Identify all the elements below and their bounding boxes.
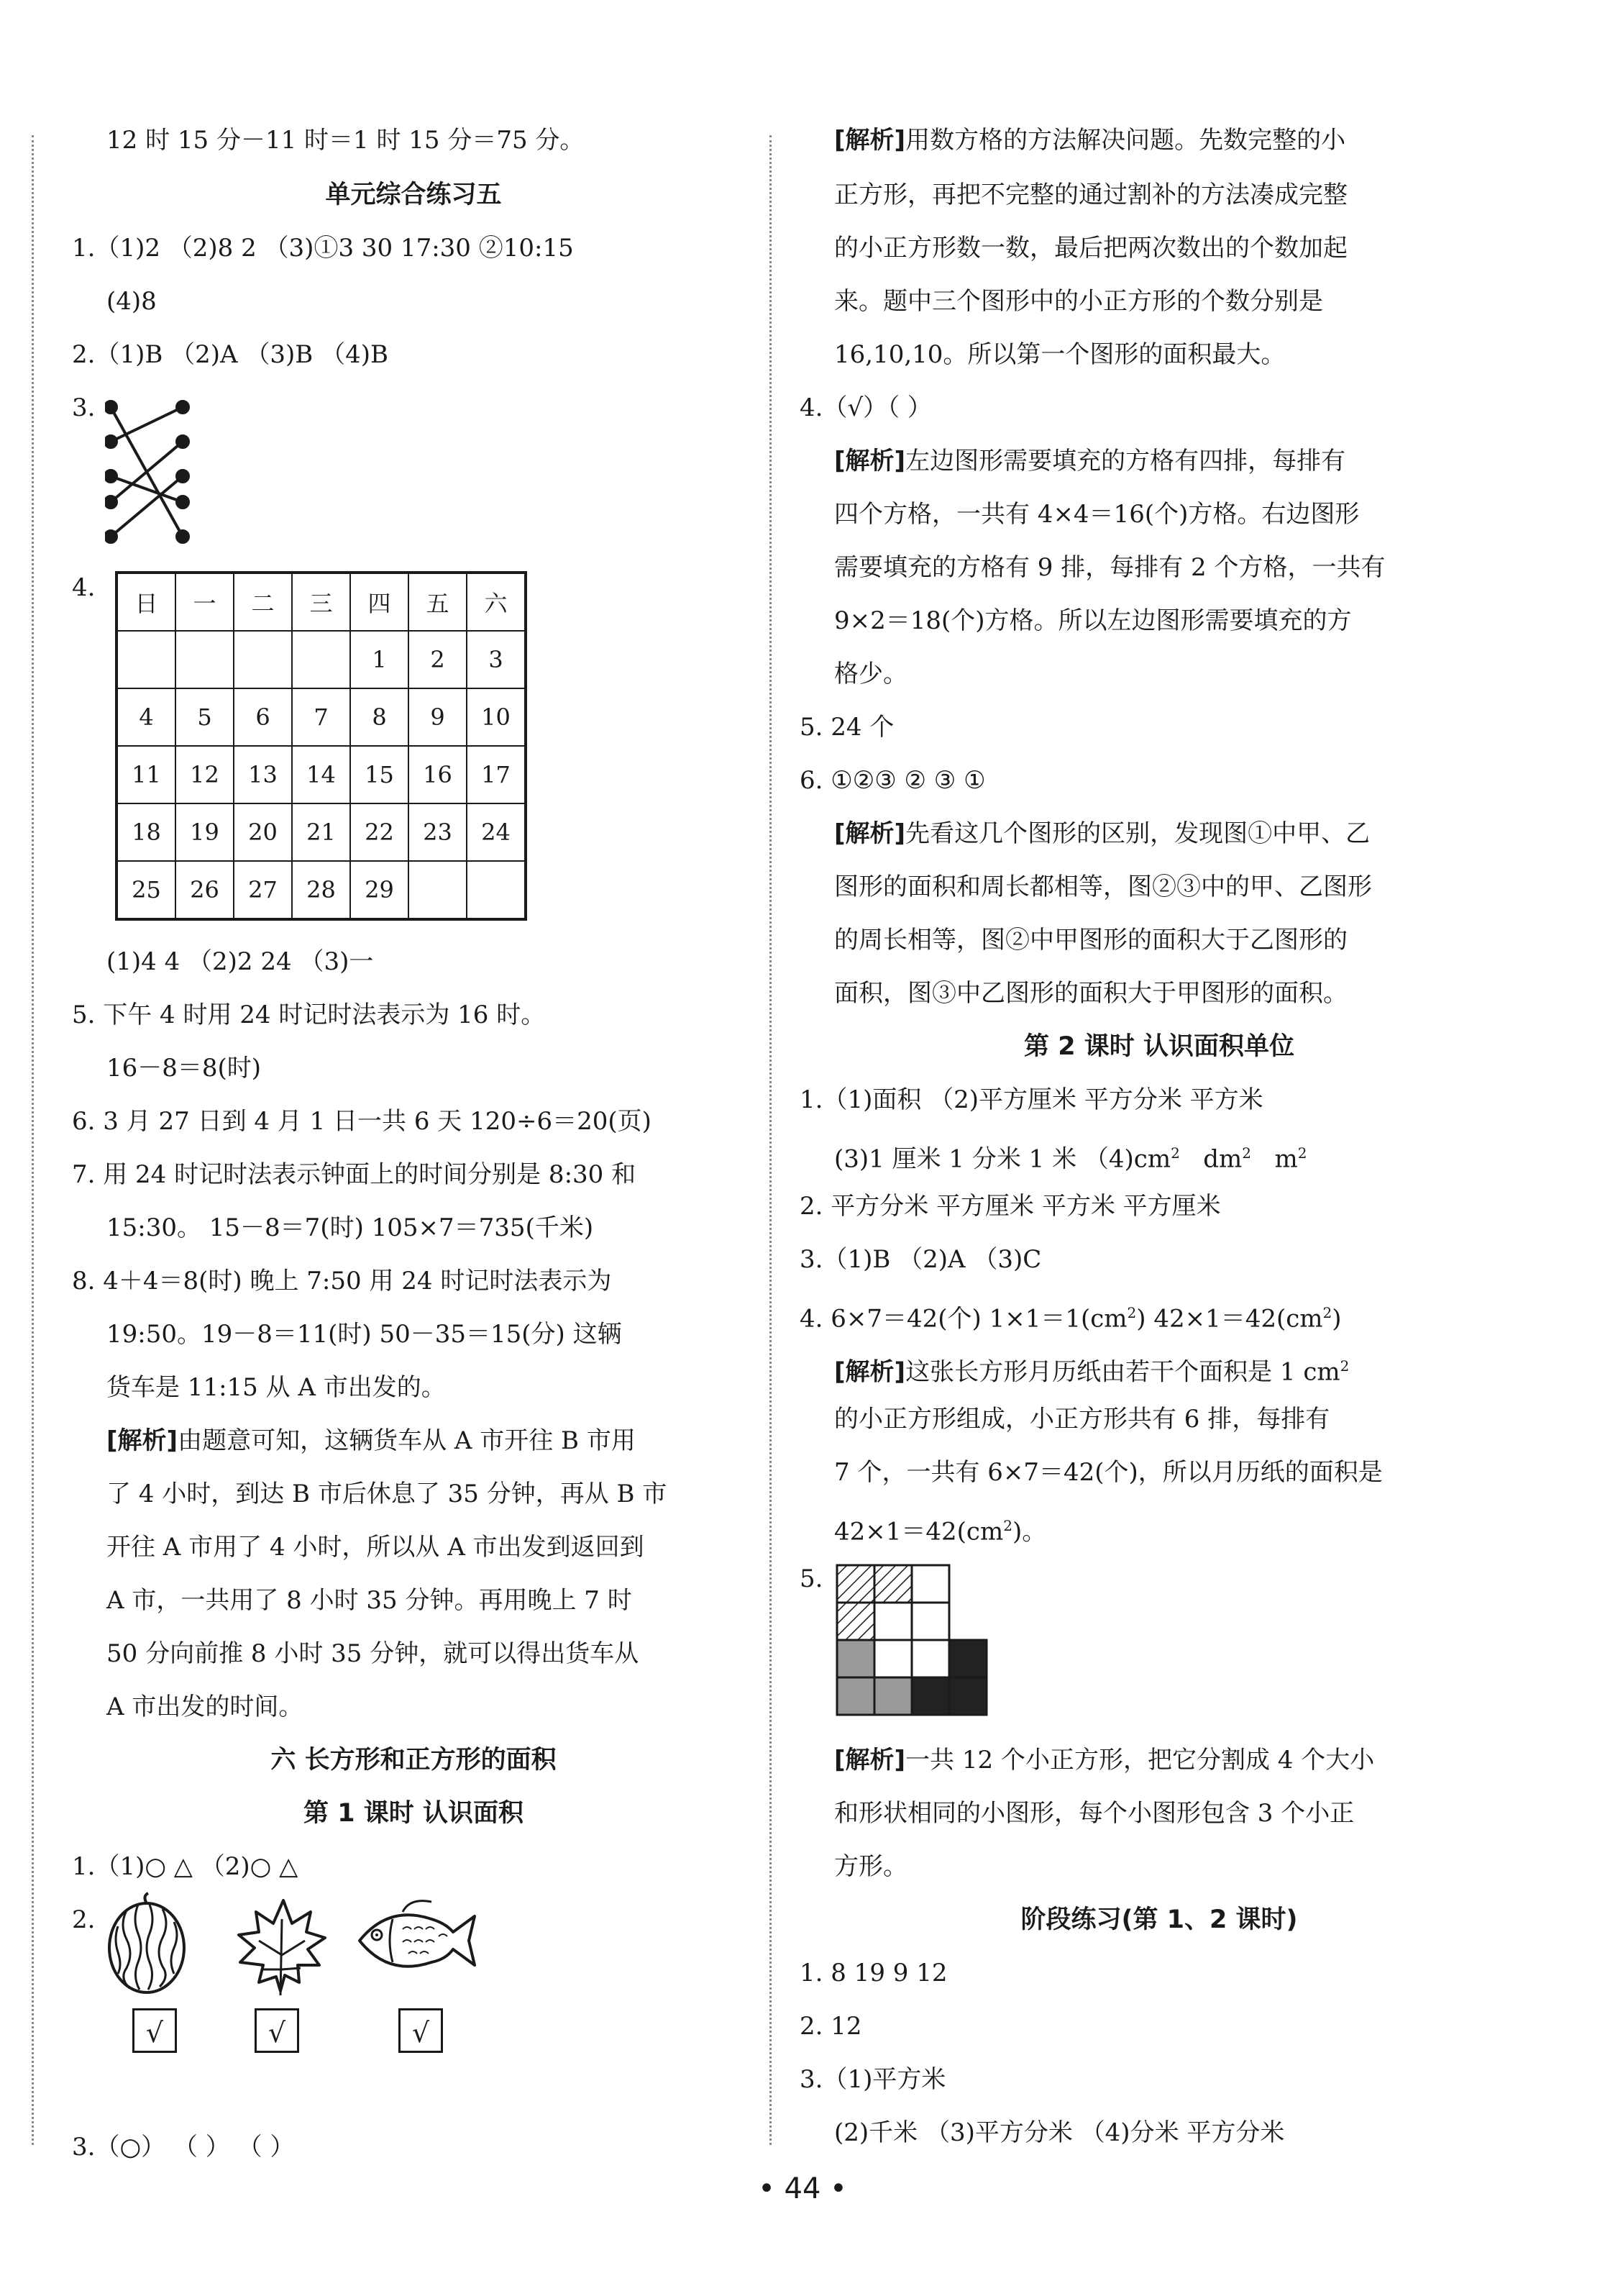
section-title: 单元综合练习五	[325, 181, 502, 209]
lesson-title: 第 2 课时 认识面积单位	[1024, 1032, 1294, 1061]
checkbox-answer: √	[398, 2008, 443, 2053]
center-column-rule	[769, 135, 772, 2145]
calendar-cell: 26	[175, 861, 234, 919]
calendar-cell: 3	[467, 631, 526, 688]
analysis-tag: [解析]	[834, 819, 906, 848]
text-line: 方形。	[834, 1852, 907, 1881]
calendar-cell	[234, 631, 292, 688]
calendar-cell: 20	[234, 803, 292, 861]
analysis-tag: [解析]	[834, 447, 906, 475]
text-line: 了 4 小时，到达 B 市后休息了 35 分钟，再从 B 市	[106, 1480, 667, 1508]
calendar-cell: 17	[467, 746, 526, 803]
calendar-cell: 9	[408, 688, 467, 746]
text-line: 7 个，一共有 6×7＝42(个)，所以月历纸的面积是	[834, 1458, 1383, 1487]
calendar-cell: 12	[175, 746, 234, 803]
watermelon-icon	[105, 1890, 191, 1998]
calendar-cell: 6	[234, 688, 292, 746]
calendar-cell: 三	[292, 573, 350, 631]
text-line: 1. 8 19 9 12	[800, 1959, 948, 1987]
text-span: (3)1 厘米 1 分米 1 米 （4)cm	[834, 1144, 1171, 1174]
text-span: 由题意可知，这辆货车从 A 市开往 B 市用	[178, 1426, 636, 1455]
calendar-cell: 13	[234, 746, 292, 803]
text-line: 16－8＝8(时)	[106, 1054, 262, 1083]
calendar-cell: 28	[292, 861, 350, 919]
checkbox-answer: √	[132, 2008, 177, 2053]
text-line: 4.	[72, 573, 96, 602]
text-line: 图形的面积和周长都相等，图②③中的甲、乙图形	[834, 873, 1372, 901]
calendar-cell: 25	[116, 861, 175, 919]
text-span: )	[1332, 1304, 1342, 1334]
text-span: 42×1＝42(cm	[834, 1517, 1004, 1546]
calendar-cell: 二	[234, 573, 292, 631]
text-line: (1)4 4 （2)2 24 （3)一	[106, 947, 374, 976]
superscript: 2	[1322, 1304, 1332, 1321]
text-line: 5.	[800, 1564, 823, 1593]
text-line: 16,10,10。所以第一个图形的面积最大。	[834, 340, 1286, 369]
text-line: 1.（1)2 （2)8 2 （3)①3 30 17:30 ②10:15	[72, 234, 574, 263]
text-line: 四个方格，一共有 4×4＝16(个)方格。右边图形	[834, 500, 1360, 529]
fish-icon	[352, 1890, 482, 1991]
calendar-cell: 一	[175, 573, 234, 631]
superscript: 2	[1297, 1144, 1307, 1162]
calendar-table	[115, 571, 527, 921]
text-line: 正方形，再把不完整的通过割补的方法凑成完整	[834, 181, 1348, 209]
text-line: 3.	[72, 393, 96, 422]
text-line: 5. 下午 4 时用 24 时记时法表示为 16 时。	[72, 1001, 546, 1029]
superscript: 2	[1340, 1357, 1350, 1375]
text-line: 和形状相同的小图形，每个小图形包含 3 个小正	[834, 1799, 1355, 1828]
text-span: 先看这几个图形的区别，发现图①中甲、乙	[905, 819, 1371, 848]
calendar-cell	[408, 861, 467, 919]
page-number: • 44 •	[758, 2172, 847, 2205]
text-line	[106, 1426, 636, 1456]
calendar-cell: 8	[350, 688, 408, 746]
text-line: 2.	[72, 1905, 96, 1934]
text-line: 2. 平方分米 平方厘米 平方米 平方厘米	[800, 1192, 1221, 1221]
text-line: A 市出发的时间。	[106, 1693, 303, 1721]
analysis-tag: [解析]	[834, 1746, 906, 1775]
text-span: 左边图形需要填充的方格有四排，每排有	[905, 447, 1346, 475]
text-line: 的小正方形组成，小正方形共有 6 排，每排有	[834, 1405, 1330, 1434]
text-line: 开往 A 市用了 4 小时，所以从 A 市出发到返回到	[106, 1533, 644, 1562]
calendar-cell: 23	[408, 803, 467, 861]
text-line	[834, 1511, 1046, 1546]
text-line: 4.（√）（ ）	[800, 393, 932, 422]
calendar-cell: 18	[116, 803, 175, 861]
text-span: dm	[1203, 1144, 1243, 1174]
calendar-cell: 4	[116, 688, 175, 746]
calendar-row	[116, 631, 526, 688]
matching-lines-diagram	[105, 393, 198, 551]
text-line: 50 分向前推 8 小时 35 分钟，就可以得出货车从	[106, 1639, 639, 1668]
leaf-icon	[230, 1890, 331, 1998]
text-line: 1.（1)○ △ （2)○ △	[72, 1852, 298, 1881]
calendar-cell: 1	[350, 631, 408, 688]
text-span: 4. 6×7＝42(个) 1×1＝1(cm	[800, 1304, 1128, 1334]
text-span: m	[1274, 1144, 1298, 1174]
text-span: 一共 12 个小正方形，把它分割成 4 个大小	[905, 1746, 1375, 1775]
calendar-cell	[292, 631, 350, 688]
text-line	[834, 1745, 1374, 1775]
text-line: 来。题中三个图形中的小正方形的个数分别是	[834, 287, 1323, 316]
text-line: 7. 用 24 时记时法表示钟面上的时间分别是 8:30 和	[72, 1160, 636, 1189]
text-line: 8. 4＋4＝8(时) 晚上 7:50 用 24 时记时法表示为	[72, 1267, 612, 1295]
text-line	[834, 1138, 1307, 1174]
calendar-cell: 27	[234, 861, 292, 919]
calendar-cell: 5	[175, 688, 234, 746]
calendar-cell: 日	[116, 573, 175, 631]
calendar-row	[116, 688, 526, 746]
text-line	[834, 1351, 1349, 1387]
text-span: 用数方格的方法解决问题。先数完整的小	[905, 126, 1346, 155]
superscript: 2	[1003, 1517, 1012, 1534]
text-line: 3.（1)B （2)A （3)C	[800, 1245, 1042, 1274]
calendar-cell: 六	[467, 573, 526, 631]
text-line	[834, 125, 1345, 155]
chapter-title: 六 长方形和正方形的面积	[270, 1746, 557, 1775]
calendar-cell: 22	[350, 803, 408, 861]
superscript: 2	[1127, 1304, 1137, 1321]
text-line: 6. 3 月 27 日到 4 月 1 日一共 6 天 120÷6＝20(页)	[72, 1107, 651, 1136]
text-line: 2. 12	[800, 2012, 862, 2041]
checkbox-answer: √	[255, 2008, 299, 2053]
text-span: 这张长方形月历纸由若干个面积是 1 cm	[905, 1357, 1340, 1387]
text-line: 3.（○） （ ） （ ）	[72, 2133, 295, 2161]
calendar-header-row	[116, 573, 526, 631]
left-margin-rule	[32, 135, 34, 2145]
text-line: A 市，一共用了 8 小时 35 分钟。再用晚上 7 时	[106, 1586, 632, 1615]
analysis-tag: [解析]	[106, 1426, 178, 1455]
calendar-cell: 2	[408, 631, 467, 688]
text-line: 3.（1)平方米	[800, 2065, 946, 2094]
text-line	[800, 1298, 1342, 1334]
calendar-cell: 五	[408, 573, 467, 631]
text-line: 货车是 11:15 从 A 市出发的。	[106, 1373, 446, 1402]
text-line	[834, 819, 1370, 849]
text-line: 5. 24 个	[800, 713, 895, 742]
superscript: 2	[1242, 1144, 1252, 1162]
text-line: (2)千米 （3)平方分米 （4)分米 平方分米	[834, 2118, 1285, 2147]
text-line: 12 时 15 分－11 时＝1 时 15 分＝75 分。	[106, 126, 585, 155]
text-line: 1.（1)面积 （2)平方厘米 平方分米 平方米	[800, 1085, 1263, 1114]
text-line: 2.（1)B （2)A （3)B （4)B	[72, 340, 388, 369]
text-line: 19:50。19－8＝11(时) 50－35＝15(分) 这辆	[106, 1320, 622, 1349]
text-line: 6. ①②③ ② ③ ①	[800, 766, 986, 795]
calendar-cell	[175, 631, 234, 688]
superscript: 2	[1171, 1144, 1180, 1162]
calendar-cell: 16	[408, 746, 467, 803]
text-line: 9×2＝18(个)方格。所以左边图形需要填充的方	[834, 606, 1352, 635]
lesson-title: 第 1 课时 认识面积	[303, 1799, 523, 1828]
calendar-cell: 7	[292, 688, 350, 746]
calendar-cell: 11	[116, 746, 175, 803]
text-line: (4)8	[106, 287, 157, 316]
calendar-row	[116, 746, 526, 803]
text-span: ) 42×1＝42(cm	[1136, 1304, 1323, 1334]
text-line	[834, 446, 1345, 476]
calendar-cell: 21	[292, 803, 350, 861]
analysis-tag: [解析]	[834, 1357, 906, 1387]
calendar-row	[116, 803, 526, 861]
calendar-cell	[467, 861, 526, 919]
calendar-cell: 四	[350, 573, 408, 631]
shaded-grid-diagram	[836, 1564, 1001, 1729]
text-line: 面积，图③中乙图形的面积大于甲图形的面积。	[834, 979, 1348, 1008]
text-span: )。	[1012, 1517, 1047, 1546]
calendar-cell	[116, 631, 175, 688]
text-line: 的周长相等，图②中甲图形的面积大于乙图形的	[834, 926, 1348, 955]
calendar-cell: 10	[467, 688, 526, 746]
calendar-row	[116, 861, 526, 919]
analysis-tag: [解析]	[834, 126, 906, 155]
text-line: 的小正方形数一数，最后把两次数出的个数加起	[834, 234, 1348, 263]
section-title: 阶段练习(第 1、2 课时)	[1020, 1905, 1298, 1934]
calendar-cell: 14	[292, 746, 350, 803]
text-line: 15:30。 15－8＝7(时) 105×7＝735(千米)	[106, 1213, 594, 1242]
calendar-cell: 15	[350, 746, 408, 803]
calendar-cell: 19	[175, 803, 234, 861]
calendar-cell: 29	[350, 861, 408, 919]
calendar-cell: 24	[467, 803, 526, 861]
text-line: 需要填充的方格有 9 排，每排有 2 个方格，一共有	[834, 553, 1386, 582]
text-line: 格少。	[834, 660, 907, 688]
